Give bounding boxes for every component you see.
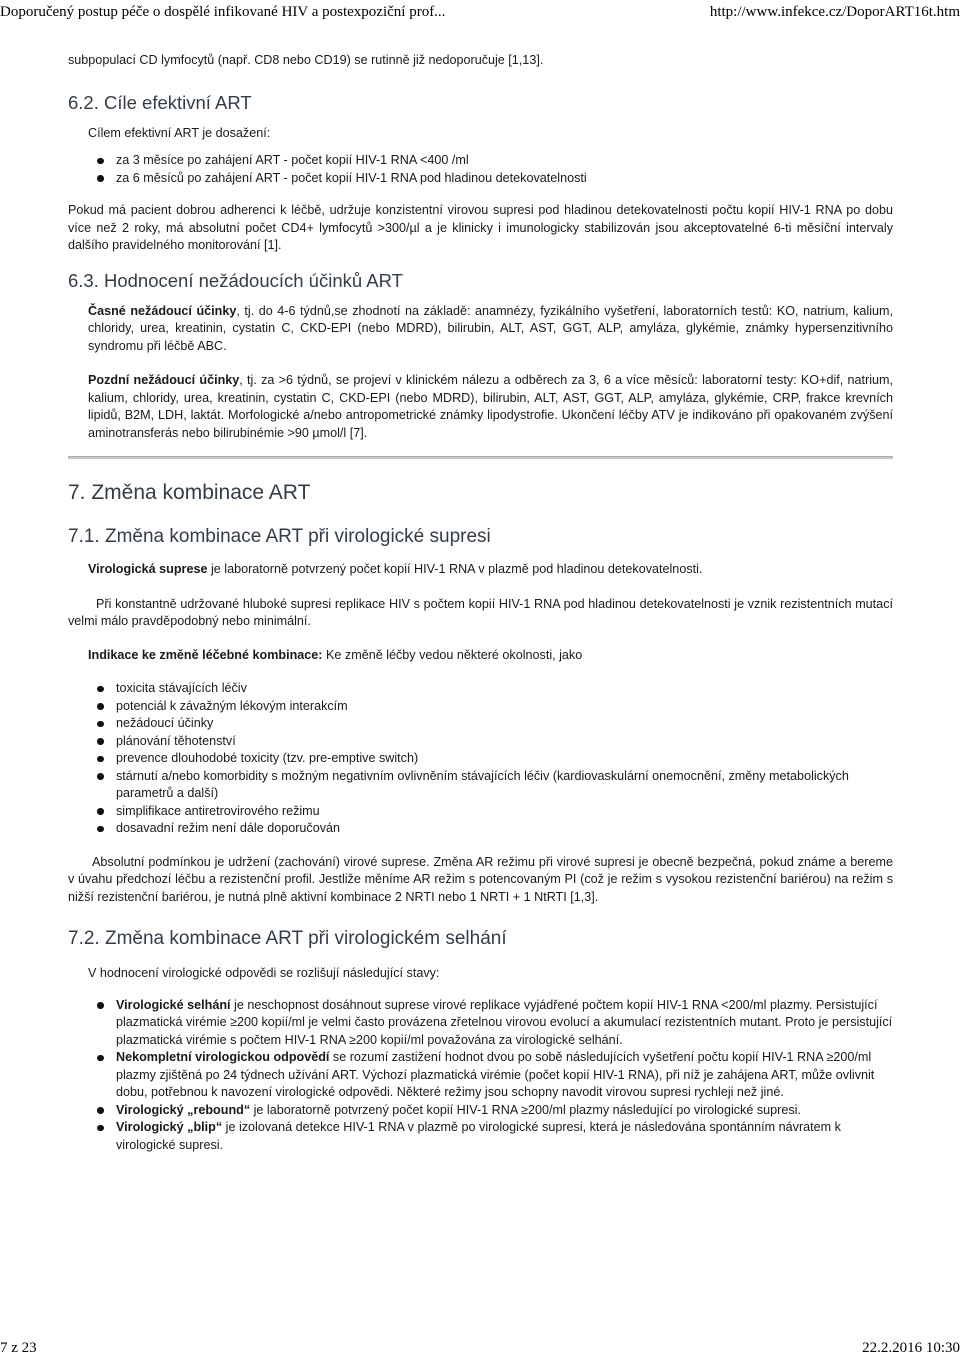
- section-6-2-intro: Cílem efektivní ART je dosažení:: [88, 125, 271, 140]
- late-effects-paragraph: [68, 372, 893, 442]
- list-item-label: Nekompletní virologickou odpovědí: [116, 1050, 330, 1064]
- document-body: [68, 52, 893, 1154]
- section-6-3-title: 6.3. Hodnocení nežádoucích účinků ART: [68, 269, 403, 291]
- early-effects-text: , tj. do 4-6 týdnů,se zhodnotí na základě: anamnézy, fyzikálního vyšetření, laboratorních testů: KO, natrium, kalium, chloridy, urea, kreatinin, cystatin C, CKD-EPI (nebo MDRD), bilirubin, ALT, AST, GGT, ALP, amyláza, glykémie, známky hypersenzitivního syndromu při léčbě ABC.: [88, 303, 894, 353]
- list-item-text: je izolovaná detekce HIV-1 RNA v plazmě po virologické supresi, která je následována spontánním návratem k virologické supresi.: [116, 1120, 841, 1152]
- section-6-2-paragraph: Pokud má pacient dobrou adherenci k léčbě, udržuje konzistentní virovou supresi pod hladinou detekovatelnosti počtu kopií HIV-1 RNA po dobu více než 2 roky, má absolutní počet CD4+ lymfocytů >300/µl a je klinicky i imunologicky stabilizován jsou akceptovatelné 6-ti měsíční intervaly dalšího pravidelného monitorování [1].: [68, 203, 893, 252]
- indication-text: Ke změně léčby vedou některé okolnosti, jako: [322, 647, 583, 662]
- list-item-label: Virologický „blip“: [116, 1120, 223, 1134]
- indication-label: Indikace ke změně léčebné kombinace:: [88, 647, 323, 662]
- list-item: stárnutí a/nebo komorbidity s možným negativním ovlivněním stávajících léčiv (kardiovaskulární onemocnění, změny metabolických parametrů a další): [68, 768, 893, 803]
- list-item: za 6 měsíců po zahájení ART - počet kopií HIV-1 RNA pod hladinou detekovatelnosti: [68, 170, 893, 188]
- section-7-1-paragraph-2: [68, 854, 893, 907]
- list-item: [68, 1102, 893, 1120]
- list-item: [68, 1049, 893, 1102]
- print-header-url: http://www.infekce.cz/DoporART16t.htm: [709, 4, 960, 20]
- section-7-1-list: [68, 680, 893, 838]
- virologic-suppression-definition: [68, 561, 893, 579]
- print-header-title: Doporučený postup péče o dospělé infikované HIV a postexpoziční prof...: [0, 4, 446, 20]
- print-footer-datetime: 22.2.2016 10:30: [862, 1340, 960, 1356]
- list-item-label: Virologické selhání: [116, 997, 231, 1012]
- list-item: dosavadní režim není dále doporučován: [68, 820, 893, 838]
- list-item: simplifikace antiretrovirového režimu: [68, 803, 893, 821]
- section-7-2-title: 7.2. Změna kombinace ART při virologickém selhání: [68, 928, 507, 949]
- list-item-label: Virologický „rebound“: [116, 1102, 251, 1117]
- list-item-text: je laboratorně potvrzený počet kopií HIV-1 RNA ≥200/ml plazmy následující po virologické supresi.: [250, 1102, 801, 1117]
- paragraph-text: Při konstantně udržované hluboké supresi replikace HIV s počtem kopií HIV-1 RNA pod hladinou detekovatelnosti je vznik rezistentních mutací velmi málo pravděpodobný nebo minimální.: [68, 596, 893, 628]
- list-item: toxicita stávajících léčiv: [68, 680, 893, 698]
- list-item: [68, 997, 893, 1050]
- list-item-text: se rozumí zastižení hodnot dvou po sobě následujících vyšetření počtu kopií HIV-1 RNA ≥200/ml plazmy zjištěná po 24 týdnech užívání ART. Výchozí plazmatická virémie (počet kopií HIV-1 RNA), při níž je zahájena ART, může ovlivnit dobu, potřebnou k navození virologické odpovědi. Některé režimy jsou schopny navodit virovou supresi rychleji než jiné.: [116, 1050, 875, 1099]
- list-item: [68, 1119, 893, 1154]
- section-7-title: 7. Změna kombinace ART: [68, 481, 311, 504]
- section-6-2-title: 6.2. Cíle efektivní ART: [68, 91, 252, 113]
- section-6-2-list: [68, 152, 893, 187]
- list-item: plánování těhotenství: [68, 733, 893, 751]
- section-7-2-intro: V hodnocení virologické odpovědi se rozlišují následující stavy:: [88, 966, 440, 980]
- early-effects-label: Časné nežádoucí účinky: [88, 303, 237, 318]
- early-effects-paragraph: [68, 303, 893, 356]
- section-7-1-title: 7.1. Změna kombinace ART při virologické supresi: [68, 526, 491, 547]
- indication-paragraph: [68, 647, 893, 665]
- section-divider: [68, 456, 893, 459]
- section-7-1-paragraph-1: [68, 596, 893, 631]
- list-item-text: je neschopnost dosáhnout suprese virové replikace vyjádřené počtem kopií HIV-1 RNA <200/ml plazmy. Persistující plazmatická virémie ≥200 kopií/ml je velmi často provázena zřetelnou virovou evolucí a akumulací rezistentních mutant. Proto je persistující plazmatická virémie s počtem HIV-1 RNA ≥200 kopií/ml považována za virologické selhání.: [116, 997, 893, 1047]
- list-item: nežádoucí účinky: [68, 715, 893, 733]
- virologic-suppression-text: je laboratorně potvrzený počet kopií HIV-1 RNA v plazmě pod hladinou detekovatelnosti.: [207, 562, 703, 576]
- late-effects-label: Pozdní nežádoucí účinky: [88, 373, 240, 387]
- paragraph-text: Absolutní podmínkou je udržení (zachování) virové suprese. Změna AR režimu při virové supresi je obecně bezpečná, pokud známe a bereme v úvahu předchozí léčbu a rezistenční profil. Jestliže měníme AR režim s potencovaným PI (což je režim s vysokou rezistenční bariérou) na režim s nižší rezistenční bariérou, je nutná plně aktivní kombinace 2 NRTI nebo 1 NRTI + 1 NtRTI [1,3].: [68, 854, 893, 904]
- section-7-2-list: [68, 997, 893, 1155]
- list-item: potenciál k závažným lékovým interakcím: [68, 698, 893, 716]
- list-item: za 3 měsíce po zahájení ART - počet kopií HIV-1 RNA <400 /ml: [68, 152, 893, 170]
- print-footer-page: 7 z 23: [0, 1340, 37, 1356]
- top-text: subpopulací CD lymfocytů (např. CD8 nebo CD19) se rutinně již nedoporučuje [1,13].: [68, 53, 544, 67]
- list-item: prevence dlouhodobé toxicity (tzv. pre-emptive switch): [68, 750, 893, 768]
- virologic-suppression-label: Virologická suprese: [88, 562, 208, 576]
- late-effects-text: , tj. za >6 týdnů, se projeví v klinickém nálezu a odběrech za 3, 6 a více měsíců: laboratorní testy: KO+dif, natrium, kalium, chloridy, urea, kreatinin, cystatin C, CKD-EPI (nebo MDRD), bilirubin, ALT, AST, GGT, ALP, amyláza, glykémie, CRP, frakce krevních lipidů, B2M, LDH, laktát. Morfologické a/nebo antropometrické známky lipodystrofie. Ukončení léčby ATV je indikováno při opakovaném zvýšení aminotransferás nebo bilirubinémie >90 µmol/l [7].: [88, 373, 893, 440]
